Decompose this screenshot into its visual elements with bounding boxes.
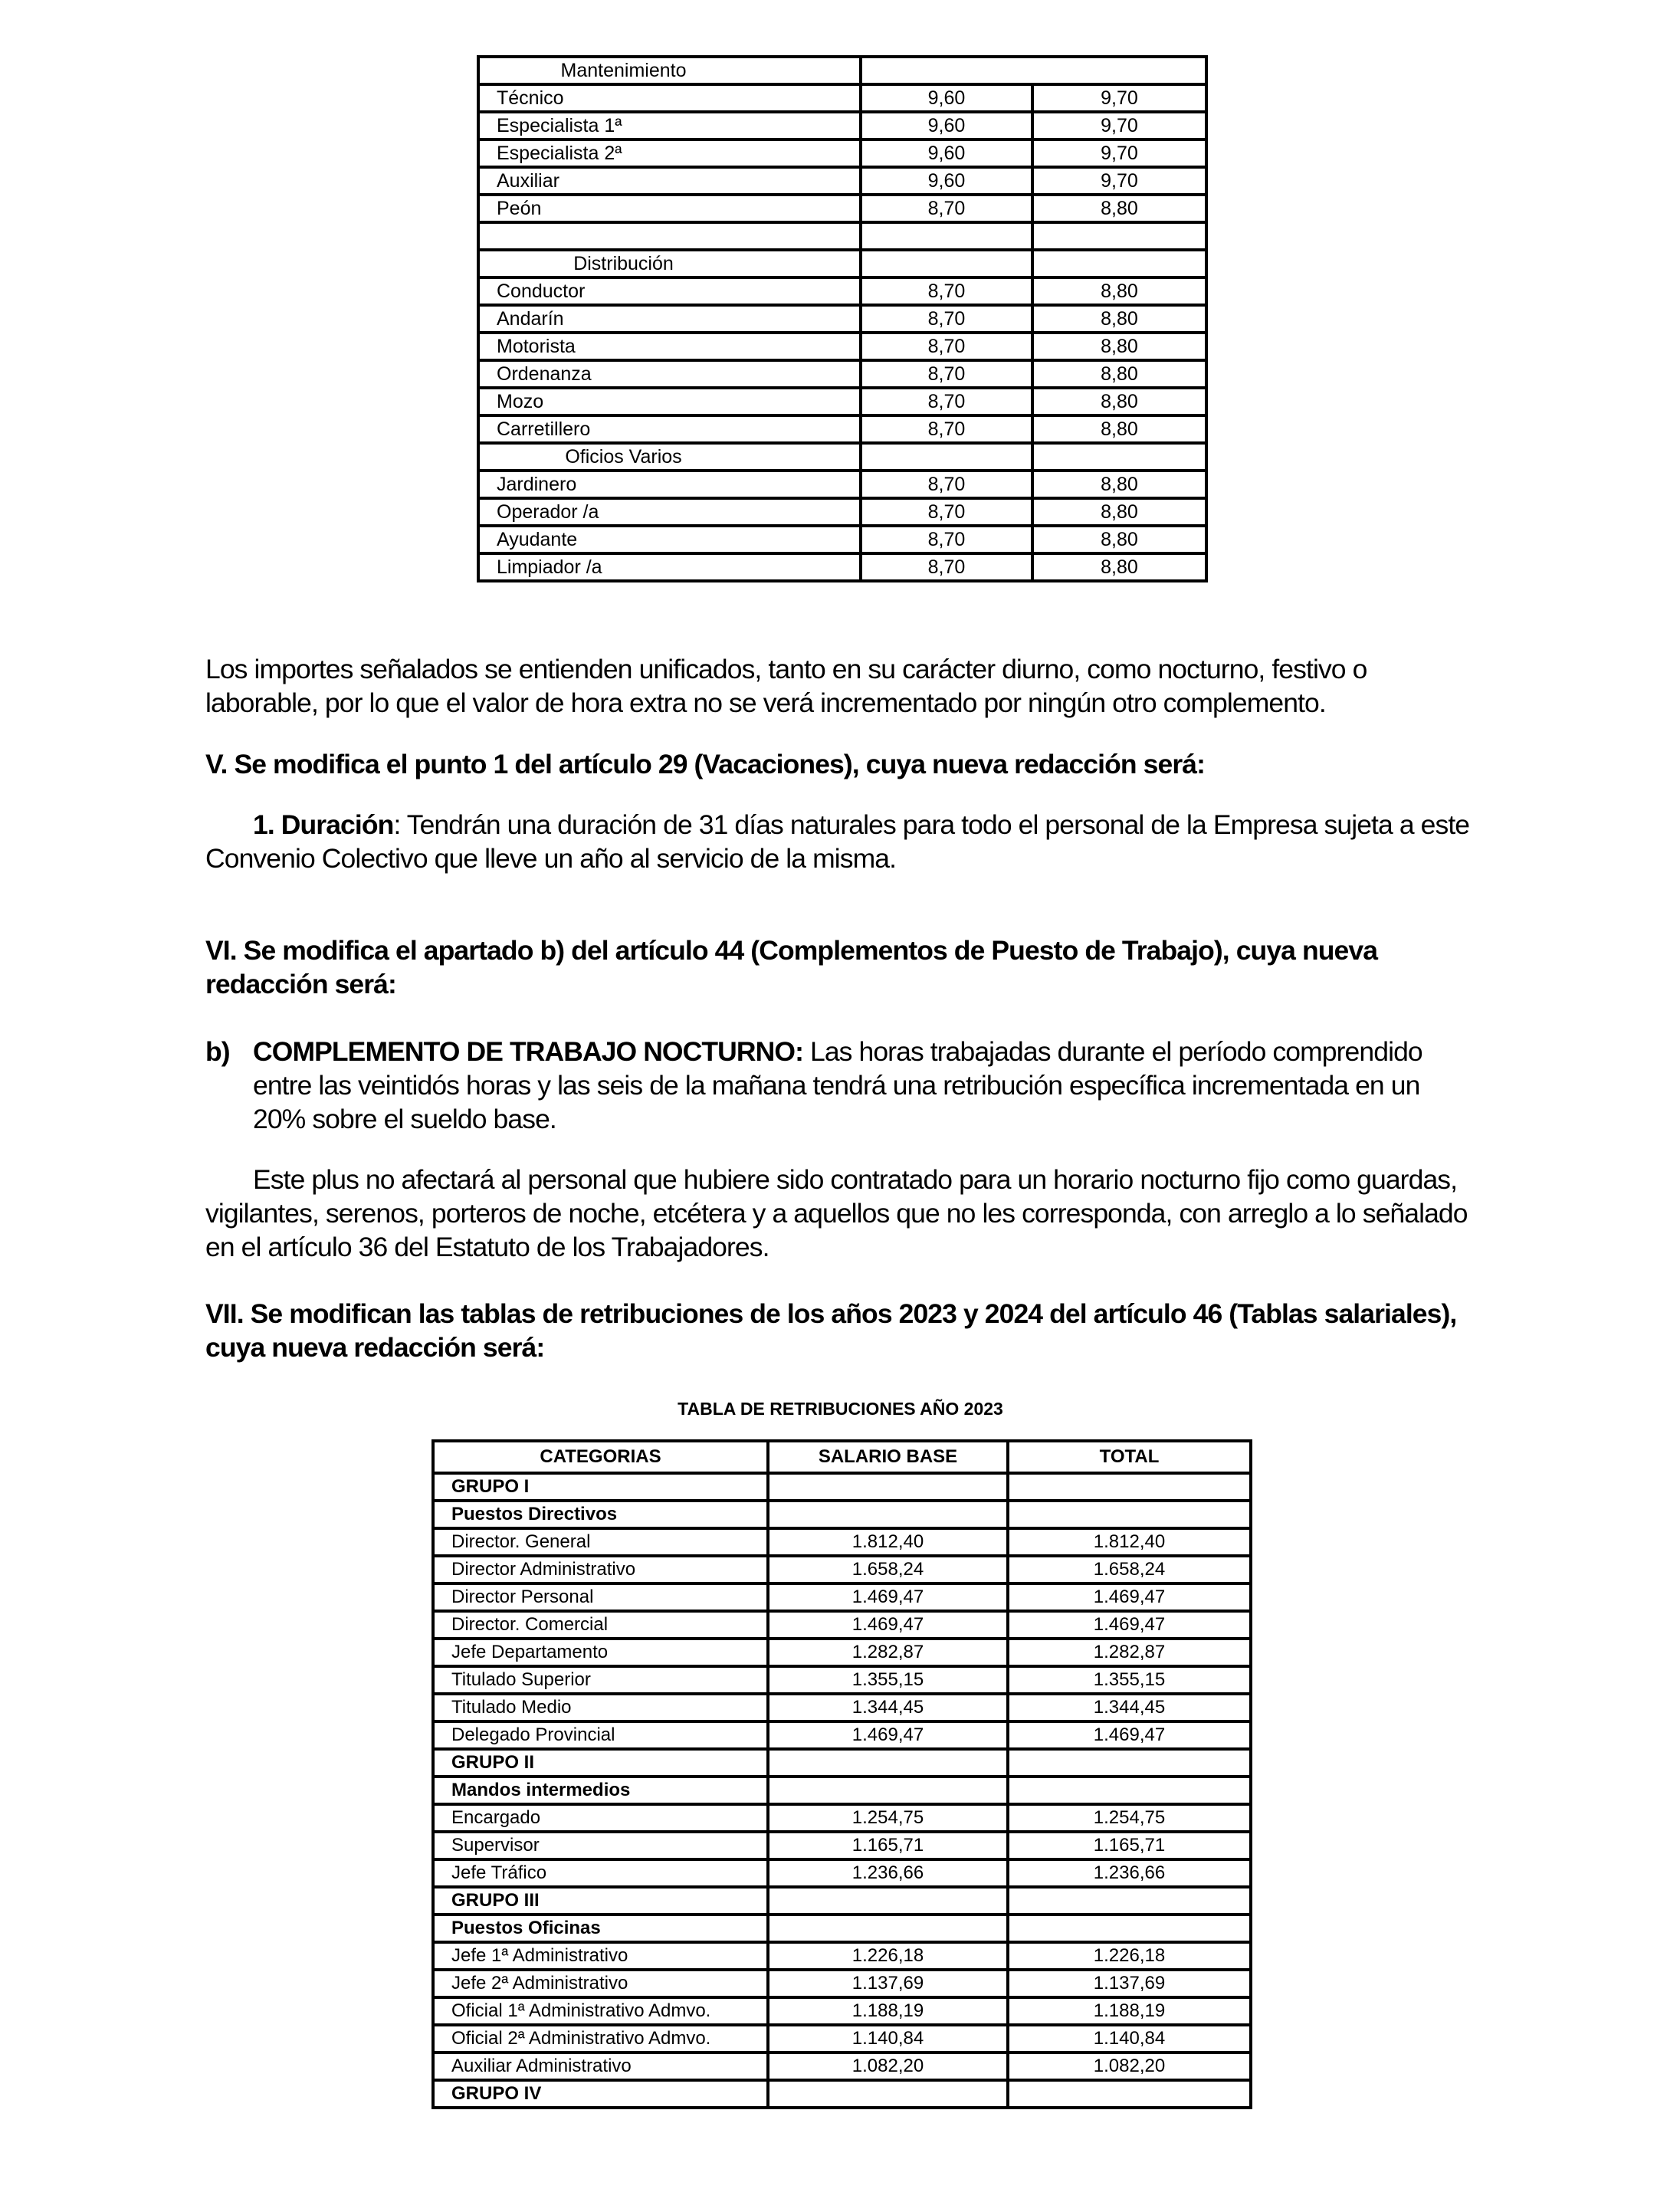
category-cell: GRUPO I: [433, 1473, 768, 1501]
group-row: [433, 1777, 1251, 1804]
rate-cell-2: 8,80: [1032, 498, 1206, 526]
category-cell: Director. Comercial: [433, 1611, 768, 1639]
salario-base-cell: 1.469,47: [768, 1583, 1008, 1611]
table-row: [478, 553, 1206, 581]
total-cell: 1.082,20: [1008, 2053, 1251, 2080]
salario-base-cell: 1.812,40: [768, 1528, 1008, 1556]
total-cell: 1.344,45: [1008, 1694, 1251, 1721]
table-row: [433, 1832, 1251, 1859]
rate-cell-2: 9,70: [1032, 84, 1206, 112]
category-cell: Supervisor: [433, 1832, 768, 1859]
empty-cell: [861, 57, 1206, 84]
total-cell: 1.254,75: [1008, 1804, 1251, 1832]
salario-base-cell: 1.226,18: [768, 1942, 1008, 1970]
column-header-categorias: CATEGORIAS: [433, 1441, 768, 1473]
rate-cell-1: 8,70: [861, 360, 1032, 388]
salary-table-2023: [431, 1439, 1252, 2109]
total-cell: 1.658,24: [1008, 1556, 1251, 1583]
section-vi-heading: VI. Se modifica el apartado b) del artículo 44 (Complementos de Puesto de Trabajo), cuya nueva redacción será:: [205, 935, 1378, 999]
salario-base-cell: 1.140,84: [768, 2025, 1008, 2053]
rate-cell-2: 8,80: [1032, 553, 1206, 581]
rate-cell-2: 8,80: [1032, 526, 1206, 553]
category-cell: Encargado: [433, 1804, 768, 1832]
nocturnal-complement-item: [205, 1035, 1478, 1136]
table-row: [433, 1970, 1251, 1997]
category-cell: Mandos intermedios: [433, 1777, 768, 1804]
table-row: [433, 1556, 1251, 1583]
salary-table-title: TABLA DE RETRIBUCIONES AÑO 2023: [678, 1399, 1003, 1419]
unified-amounts-note: Los importes señalados se entienden unificados, tanto en su carácter diurno, como nocturno, festivo o laborable, por lo que el valor de hora extra no se verá incrementado por ningún otro complemento.: [205, 654, 1367, 718]
category-cell: Delegado Provincial: [433, 1721, 768, 1749]
category-cell: Jefe Departamento: [433, 1639, 768, 1666]
table-row: [478, 388, 1206, 415]
list-marker: b): [205, 1036, 230, 1067]
category-cell: Director Administrativo: [433, 1556, 768, 1583]
total-cell: [1008, 1473, 1251, 1501]
table-row: [478, 333, 1206, 360]
category-cell: Técnico: [478, 84, 861, 112]
total-cell: 1.355,15: [1008, 1666, 1251, 1694]
table-row: [433, 1528, 1251, 1556]
table-row: [433, 1804, 1251, 1832]
section-title: Distribución: [478, 250, 861, 277]
salario-base-cell: 1.469,47: [768, 1721, 1008, 1749]
salario-base-cell: 1.469,47: [768, 1611, 1008, 1639]
total-cell: 1.469,47: [1008, 1721, 1251, 1749]
category-cell: Conductor: [478, 277, 861, 305]
salario-base-cell: 1.282,87: [768, 1639, 1008, 1666]
category-cell: Jefe 1ª Administrativo: [433, 1942, 768, 1970]
rate-cell-1: 9,60: [861, 112, 1032, 139]
category-cell: Motorista: [478, 333, 861, 360]
salario-base-cell: [768, 1501, 1008, 1528]
total-cell: 1.812,40: [1008, 1528, 1251, 1556]
group-row: [433, 1749, 1251, 1777]
table-row: [478, 360, 1206, 388]
category-cell: Jardinero: [478, 471, 861, 498]
category-cell: Ordenanza: [478, 360, 861, 388]
rate-cell-2: 8,80: [1032, 277, 1206, 305]
rate-cell-1: 8,70: [861, 553, 1032, 581]
total-cell: [1008, 2080, 1251, 2108]
total-cell: [1008, 1887, 1251, 1915]
section-header-row: [478, 443, 1206, 471]
rate-cell-2: 9,70: [1032, 112, 1206, 139]
rate-cell-1: 9,60: [861, 167, 1032, 195]
rate-cell-2: 8,80: [1032, 305, 1206, 333]
empty-cell: [861, 443, 1032, 471]
rate-cell-1: 8,70: [861, 333, 1032, 360]
table-row: [478, 526, 1206, 553]
column-header-total: TOTAL: [1008, 1441, 1251, 1473]
empty-cell: [1032, 250, 1206, 277]
group-row: [433, 1915, 1251, 1942]
table-row: [478, 112, 1206, 139]
rate-cell-1: [861, 222, 1032, 250]
category-cell: Mozo: [478, 388, 861, 415]
salario-base-cell: 1.344,45: [768, 1694, 1008, 1721]
total-cell: [1008, 1915, 1251, 1942]
total-cell: 1.188,19: [1008, 1997, 1251, 2025]
total-cell: 1.282,87: [1008, 1639, 1251, 1666]
salario-base-cell: [768, 1777, 1008, 1804]
table-row: [478, 471, 1206, 498]
salario-base-cell: [768, 1473, 1008, 1501]
table-row: [433, 1666, 1251, 1694]
category-cell: Jefe 2ª Administrativo: [433, 1970, 768, 1997]
rate-cell-1: 8,70: [861, 388, 1032, 415]
category-cell: GRUPO III: [433, 1887, 768, 1915]
section-title: Oficios Varios: [478, 443, 861, 471]
category-cell: Ayudante: [478, 526, 861, 553]
rate-cell-1: 8,70: [861, 277, 1032, 305]
rate-cell-1: 8,70: [861, 195, 1032, 222]
category-cell: GRUPO IV: [433, 2080, 768, 2108]
salario-base-cell: 1.137,69: [768, 1970, 1008, 1997]
table-row: [433, 2025, 1251, 2053]
category-cell: Peón: [478, 195, 861, 222]
category-cell: Especialista 1ª: [478, 112, 861, 139]
group-row: [433, 1473, 1251, 1501]
category-cell: Oficial 2ª Administrativo Admvo.: [433, 2025, 768, 2053]
salario-base-cell: 1.355,15: [768, 1666, 1008, 1694]
rate-cell-2: 9,70: [1032, 167, 1206, 195]
table-row: [478, 415, 1206, 443]
group-row: [433, 2080, 1251, 2108]
table-row: [433, 1721, 1251, 1749]
plus-exclusion-paragraph: Este plus no afectará al personal que hubiere sido contratado para un horario nocturno fijo como guardas, vigilantes, serenos, porteros de noche, etcétera y a aquellos que no les corresponda, con arreglo a lo señalado en el artículo 36 del Estatuto de los Trabajadores.: [205, 1164, 1468, 1262]
table-row: [433, 1997, 1251, 2025]
rate-cell-2: 8,80: [1032, 388, 1206, 415]
category-cell: Limpiador /a: [478, 553, 861, 581]
rate-cell-2: 8,80: [1032, 195, 1206, 222]
table-row: [433, 2053, 1251, 2080]
table-row: [433, 1611, 1251, 1639]
salario-base-cell: [768, 2080, 1008, 2108]
category-cell: Puestos Oficinas: [433, 1915, 768, 1942]
rate-cell-1: 8,70: [861, 471, 1032, 498]
rate-cell-1: 9,60: [861, 84, 1032, 112]
total-cell: 1.469,47: [1008, 1583, 1251, 1611]
rate-cell-2: [1032, 222, 1206, 250]
category-cell: [478, 222, 861, 250]
total-cell: [1008, 1749, 1251, 1777]
column-header-salario-base: SALARIO BASE: [768, 1441, 1008, 1473]
table-row: [478, 139, 1206, 167]
salario-base-cell: 1.082,20: [768, 2053, 1008, 2080]
category-cell: GRUPO II: [433, 1749, 768, 1777]
rate-cell-2: 8,80: [1032, 415, 1206, 443]
table-row: [478, 195, 1206, 222]
rate-cell-1: 9,60: [861, 139, 1032, 167]
nocturnal-complement-label: COMPLEMENTO DE TRABAJO NOCTURNO:: [253, 1036, 804, 1067]
salario-base-cell: 1.236,66: [768, 1859, 1008, 1887]
rate-cell-2: 9,70: [1032, 139, 1206, 167]
total-cell: [1008, 1777, 1251, 1804]
duracion-paragraph: [205, 808, 1478, 875]
group-row: [433, 1887, 1251, 1915]
section-v-heading: V. Se modifica el punto 1 del artículo 29 (Vacaciones), cuya nueva redacción será:: [205, 749, 1206, 779]
section-vii-heading: VII. Se modifican las tablas de retribuciones de los años 2023 y 2024 del artículo 46 (Tablas salariales), cuya nueva redacción será:: [205, 1298, 1457, 1363]
table-row: [478, 167, 1206, 195]
category-cell: Puestos Directivos: [433, 1501, 768, 1528]
table-row: [478, 277, 1206, 305]
duracion-body: : Tendrán una duración de 31 días naturales para todo el personal de la Empresa sujeta a este Convenio Colectivo que lleve un año al servicio de la misma.: [205, 809, 1470, 874]
total-cell: 1.469,47: [1008, 1611, 1251, 1639]
rate-cell-2: 8,80: [1032, 471, 1206, 498]
table-row: [433, 1694, 1251, 1721]
salario-base-cell: [768, 1915, 1008, 1942]
salario-base-cell: 1.165,71: [768, 1832, 1008, 1859]
table-row: [478, 84, 1206, 112]
category-cell: Titulado Superior: [433, 1666, 768, 1694]
hourly-rates-table: [477, 55, 1208, 582]
total-cell: 1.165,71: [1008, 1832, 1251, 1859]
rate-cell-2: 8,80: [1032, 360, 1206, 388]
total-cell: 1.137,69: [1008, 1970, 1251, 1997]
category-cell: Especialista 2ª: [478, 139, 861, 167]
group-row: [433, 1501, 1251, 1528]
category-cell: Operador /a: [478, 498, 861, 526]
table-row: [433, 1639, 1251, 1666]
category-cell: Oficial 1ª Administrativo Admvo.: [433, 1997, 768, 2025]
table-row: [433, 1583, 1251, 1611]
duracion-label: 1. Duración: [253, 809, 394, 840]
salario-base-cell: 1.188,19: [768, 1997, 1008, 2025]
table-row: [478, 498, 1206, 526]
section-title: Mantenimiento: [478, 57, 861, 84]
table-row: [433, 1942, 1251, 1970]
table-row: [433, 1859, 1251, 1887]
rate-cell-1: 8,70: [861, 498, 1032, 526]
nocturnal-complement-body: Las horas trabajadas durante el período comprendido entre las veintidós horas y las seis de la mañana tendrá una retribución específica incrementada en un 20% sobre el sueldo base.: [253, 1036, 1422, 1134]
section-header-row: [478, 57, 1206, 84]
empty-cell: [1032, 443, 1206, 471]
rate-cell-1: 8,70: [861, 305, 1032, 333]
section-header-row: [478, 250, 1206, 277]
rate-cell-2: 8,80: [1032, 333, 1206, 360]
category-cell: Director. General: [433, 1528, 768, 1556]
category-cell: Jefe Tráfico: [433, 1859, 768, 1887]
table-row: [478, 305, 1206, 333]
table-row: [478, 222, 1206, 250]
rate-cell-1: 8,70: [861, 526, 1032, 553]
salario-base-cell: [768, 1887, 1008, 1915]
salario-base-cell: 1.658,24: [768, 1556, 1008, 1583]
salario-base-cell: [768, 1749, 1008, 1777]
category-cell: Carretillero: [478, 415, 861, 443]
empty-cell: [861, 250, 1032, 277]
total-cell: 1.226,18: [1008, 1942, 1251, 1970]
category-cell: Titulado Medio: [433, 1694, 768, 1721]
rate-cell-1: 8,70: [861, 415, 1032, 443]
category-cell: Auxiliar: [478, 167, 861, 195]
total-cell: 1.236,66: [1008, 1859, 1251, 1887]
total-cell: 1.140,84: [1008, 2025, 1251, 2053]
category-cell: Auxiliar Administrativo: [433, 2053, 768, 2080]
total-cell: [1008, 1501, 1251, 1528]
table-header-row: [433, 1441, 1251, 1473]
category-cell: Andarín: [478, 305, 861, 333]
category-cell: Director Personal: [433, 1583, 768, 1611]
salario-base-cell: 1.254,75: [768, 1804, 1008, 1832]
